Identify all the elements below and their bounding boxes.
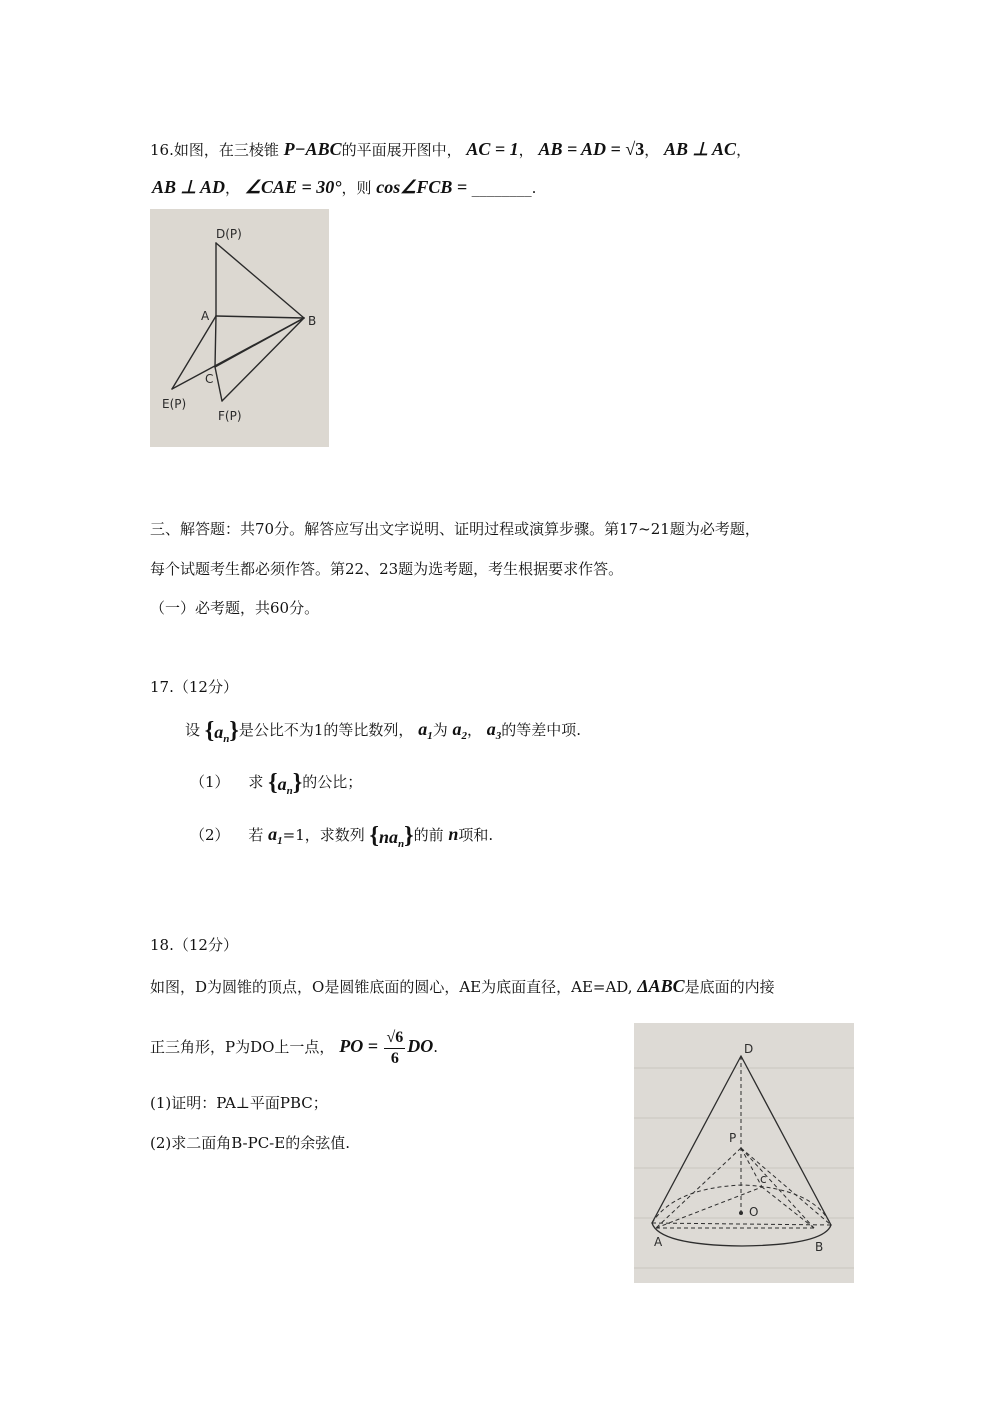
q17-a3: $a_3$	[486, 719, 502, 742]
q17-part2-label: （2）	[190, 826, 230, 844]
fig16-label-d: D(P)	[216, 227, 242, 241]
q17-part1	[190, 772, 362, 801]
q18-text-1a: 如图，D为圆锥的顶点，O是圆锥底面的圆心，AE为底面直径，AE=AD,	[150, 978, 633, 996]
q16-math-cos-fcb: cos∠FCB =	[376, 177, 472, 197]
q16-sep: ，	[225, 179, 241, 197]
q16-math-ab-ad: AB = AD =	[538, 139, 626, 159]
q16-sep: ，	[518, 141, 534, 159]
q16-text-3: ，则	[341, 179, 372, 197]
fig16-label-c: C	[205, 372, 214, 386]
fig16-label-b: B	[308, 314, 317, 328]
q18-header: 18.（12分）	[150, 936, 238, 954]
fig16-label-f: F(P)	[218, 409, 242, 423]
section3-line2: 每个试题考生都必须作答。第22、23题为选考题，考生根据要求作答。	[150, 560, 624, 578]
q16-math-ab-perp-ac: AB ⊥ AC	[664, 139, 737, 159]
q16-sep: ，	[736, 141, 752, 159]
fig18-label-p: P	[729, 1131, 737, 1145]
q16-math-sqrt3: √3	[625, 139, 645, 159]
fig18-label-o: O	[749, 1205, 759, 1219]
q16-text-2: 的平面展开图中，	[341, 141, 462, 159]
q17-part2-text-c: 的前	[413, 826, 444, 844]
q16-line2	[152, 177, 536, 198]
q17-part1-text-a: 求	[248, 773, 264, 791]
q18-text-2b: .	[433, 1038, 439, 1056]
q18-frac-den: 6	[390, 1049, 399, 1067]
fig18-label-c: c	[760, 1172, 767, 1186]
q18-math-triangle: ΔABC	[637, 976, 685, 996]
q18-part2: (2)求二面角B-PC-E的余弦值.	[150, 1134, 350, 1152]
q16-figure-photo	[150, 209, 329, 447]
q17-text-1: 设	[185, 721, 201, 739]
q17-seq-nan: $\{na_n\}$	[369, 823, 414, 850]
q17-part2	[190, 824, 493, 854]
q18-figure-svg	[634, 1023, 854, 1283]
fig16-label-a: A	[201, 309, 210, 323]
q17-stem	[185, 719, 581, 749]
q17-text-5: 的等差中项.	[501, 721, 582, 739]
q17-a1: $a_1$	[418, 719, 433, 742]
q16-math-pabc: P−ABC	[283, 139, 342, 159]
q16-text-1: 如图，在三棱锥	[173, 141, 279, 159]
section3-line3: （一）必考题，共60分。	[150, 599, 320, 617]
q18-frac-num: √6	[384, 1028, 405, 1049]
q16-math-angle-cae: ∠CAE = 30°	[244, 177, 342, 197]
q18-math-po: PO =	[339, 1036, 383, 1056]
section3-line1: 三、解答题：共70分。解答应写出文字说明、证明过程或演算步骤。第17~21题为必考题，	[150, 520, 760, 538]
fig18-label-b: B	[815, 1240, 824, 1254]
q16-line1	[150, 139, 751, 160]
q17-part2-text-b: =1，求数列	[282, 826, 365, 844]
q17-seq-an: $\{a_n\}$	[268, 770, 303, 797]
fig18-point-o	[739, 1211, 743, 1215]
q18-text-1b: 是底面的内接	[684, 978, 775, 996]
q17-a2: $a_2$	[452, 719, 467, 742]
q16-figure-svg	[150, 209, 329, 447]
q18-line1	[150, 976, 775, 997]
q17-n: n	[448, 824, 459, 844]
q17-text-2: 是公比不为1的等比数列，	[238, 721, 414, 739]
q18-fraction	[384, 1028, 405, 1069]
q18-text-2a: 正三角形，P为DO上一点，	[150, 1038, 335, 1056]
q18-math-do: DO	[407, 1036, 434, 1056]
q17-part1-label: （1）	[190, 773, 230, 791]
fig18-label-a: A	[654, 1235, 663, 1249]
fig16-label-e: E(P)	[162, 397, 187, 411]
q17-part2-text-a: 若	[248, 826, 264, 844]
q17-seq-an: $\{a_n\}$	[204, 718, 239, 745]
q18-part1: (1)证明：PA⊥平面PBC；	[150, 1094, 328, 1112]
q17-text-3: 为	[432, 721, 448, 739]
q16-answer-blank: ________.	[471, 179, 537, 197]
q17-text-4: ，	[466, 721, 482, 739]
q17-part1-text-b: 的公比；	[302, 773, 363, 791]
q16-math-ab-perp-ad: AB ⊥ AD	[152, 177, 226, 197]
q17-header: 17.（12分）	[150, 678, 238, 696]
q17-part2-text-d: 项和.	[458, 826, 494, 844]
q16-number: 16.	[150, 141, 174, 159]
q16-sep: ，	[644, 141, 660, 159]
q18-figure-photo	[634, 1023, 854, 1283]
q16-math-ac: AC = 1	[466, 139, 519, 159]
fig16-edge-ac	[215, 316, 216, 367]
fig18-label-d: D	[744, 1042, 754, 1056]
q17-a1: $a_1$	[268, 824, 283, 847]
q18-line2	[150, 1026, 438, 1069]
